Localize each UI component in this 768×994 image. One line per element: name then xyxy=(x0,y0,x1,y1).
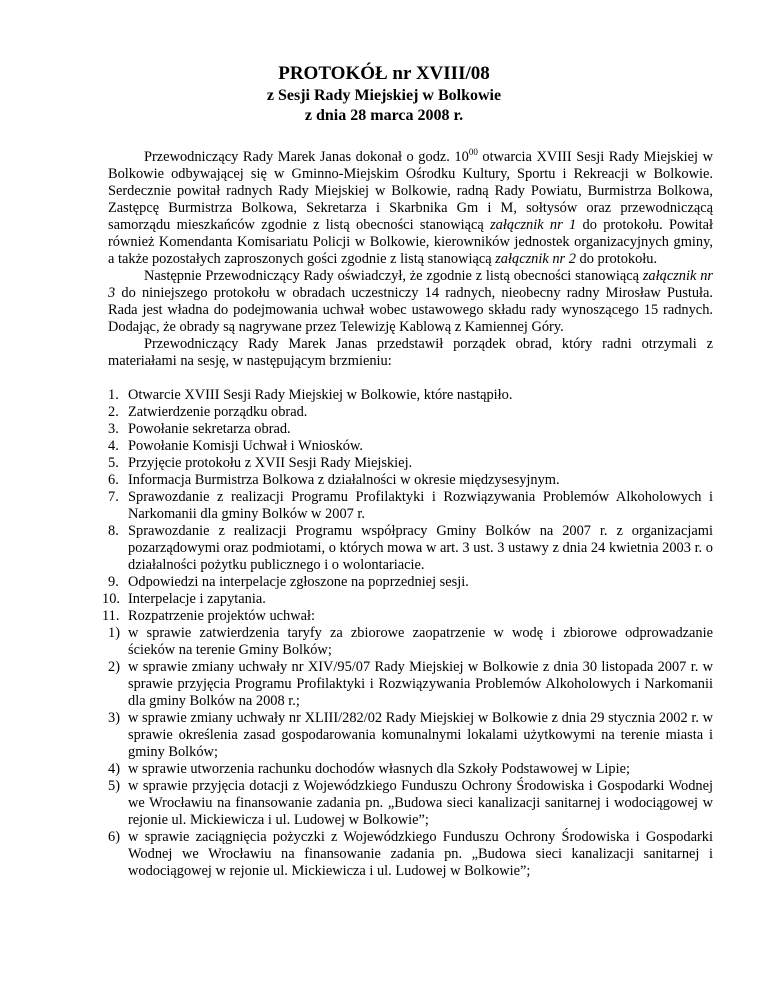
agenda-item-text: Powołanie Komisji Uchwał i Wniosków. xyxy=(128,438,364,454)
text-run: Przewodniczący Rady Marek Janas dokonał o godz. 10 xyxy=(144,149,469,165)
attachment-reference: załącznik nr 3 xyxy=(108,268,713,301)
agenda-item-text: Powołanie sekretarza obrad. xyxy=(128,421,291,437)
resolution-item xyxy=(108,625,713,659)
agenda-item xyxy=(108,455,713,472)
document-subtitle-date: z dnia 28 marca 2008 r. xyxy=(304,107,464,124)
agenda-item-number: 4. xyxy=(108,438,119,454)
agenda-item xyxy=(108,387,713,404)
resolution-item-number: 3) xyxy=(108,710,120,726)
time-superscript: 00 xyxy=(468,147,478,157)
resolution-item xyxy=(108,829,713,880)
resolution-item-number: 6) xyxy=(108,829,120,845)
agenda-item xyxy=(102,591,713,608)
agenda-list xyxy=(102,387,713,880)
text-run: do protokołu. Powitał również Komendanta Komisariatu Policji w Bolkowie, kierowników jednostek organizacyjnych gminy, a także pozostałych zaproszonych gości zgodnie z listą stanowiącą xyxy=(108,217,714,267)
agenda-item-number: 2. xyxy=(108,404,119,420)
document-title: PROTOKÓŁ nr XVIII/08 xyxy=(278,63,490,84)
resolution-item-text: w sprawie zatwierdzenia taryfy za zbiorowe zaopatrzenie w wodę i zbiorowe odprowadzanie ścieków na terenie Gminy Bolków; xyxy=(128,625,713,658)
agenda-item-text: Odpowiedzi na interpelacje zgłoszone na poprzedniej sesji. xyxy=(128,574,469,590)
agenda-item-text: Rozpatrzenie projektów uchwał: xyxy=(128,608,316,624)
agenda-item-text: Zatwierdzenie porządku obrad. xyxy=(128,404,308,420)
agenda-item-number: 5. xyxy=(108,455,119,471)
agenda-item xyxy=(108,489,713,523)
agenda-item xyxy=(108,438,713,455)
resolution-item-text: w sprawie zmiany uchwały nr XLIII/282/02 Rady Miejskiej w Bolkowie z dnia 29 stycznia 2002 r. w sprawie określenia zasad gospodarowania komunalnymi lokalami użytkowymi na terenie miasta i gminy Bolków; xyxy=(128,710,713,760)
agenda-item-number: 8. xyxy=(108,523,119,539)
attachment-reference: załącznik nr 1 xyxy=(490,217,577,233)
text-run: do protokołu. xyxy=(575,251,658,267)
intro-paragraph-opening xyxy=(108,149,713,268)
text-run: Następnie Przewodniczący Rady oświadczył, że zgodnie z listą obecności stanowiącą xyxy=(144,268,643,284)
text-run: do niniejszego protokołu w obradach uczestniczy 14 radnych, nieobecny radny Mirosław Pustuła. Rada jest władna do podejmowania uchwał wobec ustawowego składu rady wynoszącego 15 radnych. Dodając, że obrady są nagrywane przez Telewizję Kablową z Kamiennej Góry. xyxy=(108,285,713,335)
agenda-item xyxy=(108,574,713,591)
resolution-item-text: w sprawie zmiany uchwały nr XIV/95/07 Rady Miejskiej w Bolkowie z dnia 30 listopada 2007 r. w sprawie przyjęcia Programu Profilaktyki i Rozwiązywania Problemów Alkoholowych i Narkomanii dla gminy Bolków na 2008 r.; xyxy=(128,659,713,709)
agenda-item-text: Sprawozdanie z realizacji Programu Profilaktyki i Rozwiązywania Problemów Alkoholowych i Narkomanii dla gminy Bolków w 2007 r. xyxy=(128,489,713,522)
agenda-item-text: Informacja Burmistrza Bolkowa z działalności w okresie międzysesyjnym. xyxy=(128,472,560,488)
agenda-item-number: 3. xyxy=(108,421,119,437)
resolution-item-number: 5) xyxy=(108,778,120,794)
resolution-item xyxy=(108,710,713,761)
agenda-item-number: 11. xyxy=(102,608,120,624)
agenda-item xyxy=(108,421,713,438)
resolution-item-number: 2) xyxy=(108,659,120,675)
agenda-item-number: 1. xyxy=(108,387,119,403)
agenda-item-text: Interpelacje i zapytania. xyxy=(128,591,266,607)
text-run: otwarcia XVIII Sesji Rady Miejskiej w Bolkowie odbywającej się w Gminno-Miejskim Ośrodku Kultury, Sportu i Rekreacji w Bolkowie. Serdecznie powitał radnych Rady Miejskiej w Bolkowie, radną Rady Powiatu, Burmistrza Bolkowa, Zastępcę Burmistrza Bolkowa, Sekretarza i Skarbnika Gm i M, sołtysów oraz przewodniczącą samorządu mieszkańców zgodnie z listą obecności stanowiącą xyxy=(108,149,713,233)
intro-paragraph-agenda: Przewodniczący Rady Marek Janas przedstawił porządek obrad, który radni otrzymali z materiałami na sesję, w następującym brzmieniu: xyxy=(108,336,713,369)
attachment-reference: załącznik nr 2 xyxy=(495,251,576,267)
resolution-item xyxy=(108,761,713,778)
agenda-item xyxy=(108,472,713,489)
resolution-item-text: w sprawie utworzenia rachunku dochodów własnych dla Szkoły Podstawowej w Lipie; xyxy=(128,761,630,777)
agenda-item-text: Sprawozdanie z realizacji Programu współpracy Gminy Bolków na 2007 r. z organizacjami pozarządowymi oraz podmiotami, o których mowa w art. 3 ust. 3 ustawy z dnia 24 kwietnia 2003 r. o działalności pożytku publicznego i o wolontariacie. xyxy=(128,523,713,573)
resolution-item-number: 4) xyxy=(108,761,120,777)
title-block xyxy=(0,62,768,126)
resolution-item-text: w sprawie zaciągnięcia pożyczki z Wojewódzkiego Funduszu Ochrony Środowiska i Gospodarki Wodnej we Wrocławiu na finansowanie zadania pn. „Budowa sieci kanalizacji sanitarnej i wodociągowej w rejonie ul. Mickiewicza i ul. Ludowej w Bolkowie”; xyxy=(128,829,713,879)
document-body xyxy=(102,147,714,880)
agenda-item-number: 9. xyxy=(108,574,119,590)
resolution-item xyxy=(108,659,713,710)
agenda-item-text: Otwarcie XVIII Sesji Rady Miejskiej w Bolkowie, które nastąpiło. xyxy=(128,387,513,403)
agenda-item-number: 7. xyxy=(108,489,119,505)
agenda-item xyxy=(108,523,713,574)
resolution-item xyxy=(108,778,713,829)
document-subtitle-session: z Sesji Rady Miejskiej w Bolkowie xyxy=(266,87,502,104)
agenda-item-text: Przyjęcie protokołu z XVII Sesji Rady Miejskiej. xyxy=(128,455,413,471)
agenda-item xyxy=(108,404,713,421)
resolution-item-number: 1) xyxy=(108,625,120,641)
agenda-item-number: 6. xyxy=(108,472,119,488)
agenda-item xyxy=(102,608,713,625)
agenda-item-number: 10. xyxy=(102,591,120,607)
intro-paragraph-quorum xyxy=(108,268,713,336)
resolution-item-text: w sprawie przyjęcia dotacji z Wojewódzkiego Funduszu Ochrony Środowiska i Gospodarki Wodnej we Wrocławiu na finansowanie zadania pn. „Budowa sieci kanalizacji sanitarnej i wodociągowej w rejonie ul. Mickiewicza i ul. Ludowej w Bolkowie”; xyxy=(128,778,713,828)
